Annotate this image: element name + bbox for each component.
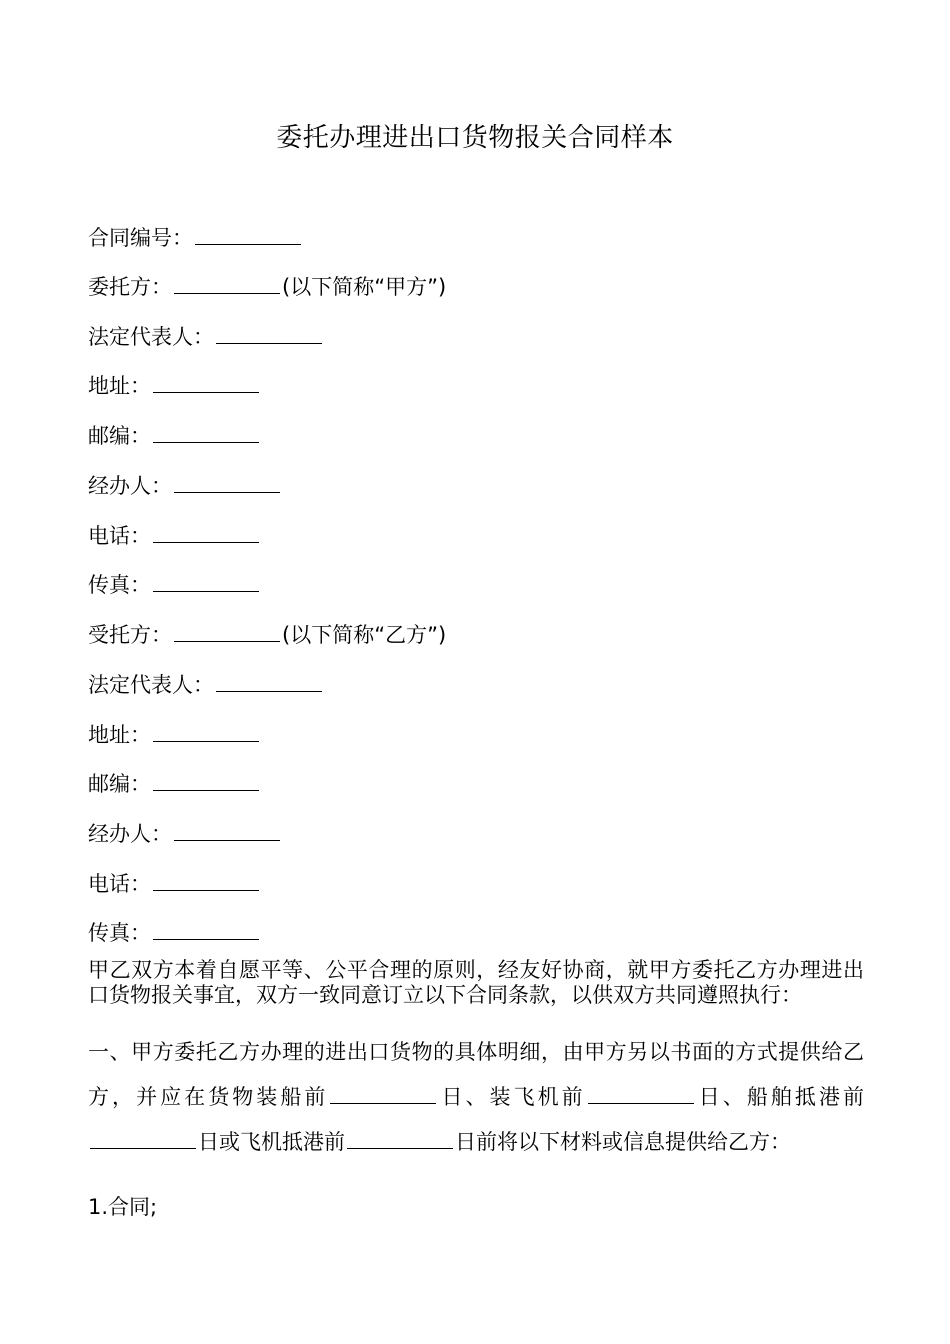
- postcode-a-line: [88, 420, 261, 451]
- handler-a-line: [88, 470, 282, 501]
- handler-b-blank[interactable]: [174, 818, 280, 841]
- intro-paragraph: 甲乙双方本着自愿平等、公平合理的原则，经友好协商，就甲方委托乙方办理进出口货物报关事宜，双方一致同意订立以下合同条款，以供双方共同遵照执行：: [88, 958, 864, 1007]
- phone-a-blank[interactable]: [153, 520, 259, 543]
- postcode-a-blank[interactable]: [153, 420, 259, 443]
- legal-rep-b-line: [88, 669, 324, 700]
- phone-b-line: [88, 868, 261, 899]
- address-b-line: [88, 719, 261, 750]
- address-b-label: 地址：: [88, 723, 151, 747]
- clause-1-blank-plane[interactable]: [588, 1081, 694, 1104]
- legal-rep-b-label: 法定代表人：: [88, 673, 214, 697]
- principal-label: 委托方：: [88, 275, 172, 299]
- fax-b-label: 传真：: [88, 921, 151, 945]
- clause-1-blank-plane-arrival[interactable]: [347, 1126, 453, 1149]
- clause-1-text-e: 日前将以下材料或信息提供给乙方：: [455, 1130, 791, 1154]
- phone-a-label: 电话：: [88, 524, 151, 548]
- fax-a-label: 传真：: [88, 573, 151, 597]
- address-a-blank[interactable]: [153, 370, 259, 393]
- contract-number-line: [88, 222, 303, 253]
- principal-line: [88, 271, 446, 302]
- phone-a-line: [88, 520, 261, 551]
- address-a-line: [88, 370, 261, 401]
- postcode-a-label: 邮编：: [88, 424, 151, 448]
- handler-a-blank[interactable]: [174, 470, 280, 493]
- postcode-b-label: 邮编：: [88, 772, 151, 796]
- principal-blank[interactable]: [174, 271, 280, 294]
- agent-label: 受托方：: [88, 623, 172, 647]
- contract-number-label: 合同编号：: [88, 226, 193, 250]
- address-a-label: 地址：: [88, 374, 151, 398]
- clause-1-blank-ship-arrival[interactable]: [90, 1126, 196, 1149]
- clause-1-text-a: 一、甲方委托乙方办理的进出口货物的具体明细，由甲方另以书面的方式提供给乙方，并应在货物装船前: [88, 1040, 864, 1109]
- fax-a-line: [88, 569, 261, 600]
- clause-1-blank-ship[interactable]: [330, 1081, 436, 1104]
- handler-b-label: 经办人：: [88, 822, 172, 846]
- legal-rep-a-label: 法定代表人：: [88, 325, 214, 349]
- legal-rep-a-blank[interactable]: [216, 321, 322, 344]
- legal-rep-b-blank[interactable]: [216, 669, 322, 692]
- legal-rep-a-line: [88, 321, 324, 352]
- fax-b-line: [88, 917, 261, 948]
- agent-line: [88, 619, 446, 650]
- phone-b-label: 电话：: [88, 872, 151, 896]
- address-b-blank[interactable]: [153, 719, 259, 742]
- postcode-b-blank[interactable]: [153, 768, 259, 791]
- clause-1-text-b: 日、装飞机前: [438, 1085, 586, 1109]
- phone-b-blank[interactable]: [153, 868, 259, 891]
- handler-a-label: 经办人：: [88, 474, 172, 498]
- postcode-b-line: [88, 768, 261, 799]
- fax-b-blank[interactable]: [153, 917, 259, 940]
- document-title: 委托办理进出口货物报关合同样本: [276, 123, 674, 153]
- list-item-1: 1.合同;: [88, 1195, 158, 1219]
- handler-b-line: [88, 818, 282, 849]
- fax-a-blank[interactable]: [153, 569, 259, 592]
- agent-blank[interactable]: [174, 619, 280, 642]
- clause-1-text-d: 日或飞机抵港前: [198, 1130, 345, 1154]
- clause-1-paragraph: [88, 1030, 864, 1165]
- clause-1-text-c: 日、船舶抵港前: [695, 1085, 865, 1109]
- principal-note: (以下简称“甲方”): [282, 275, 447, 299]
- contract-number-blank[interactable]: [195, 222, 301, 245]
- agent-note: (以下简称“乙方”): [282, 623, 447, 647]
